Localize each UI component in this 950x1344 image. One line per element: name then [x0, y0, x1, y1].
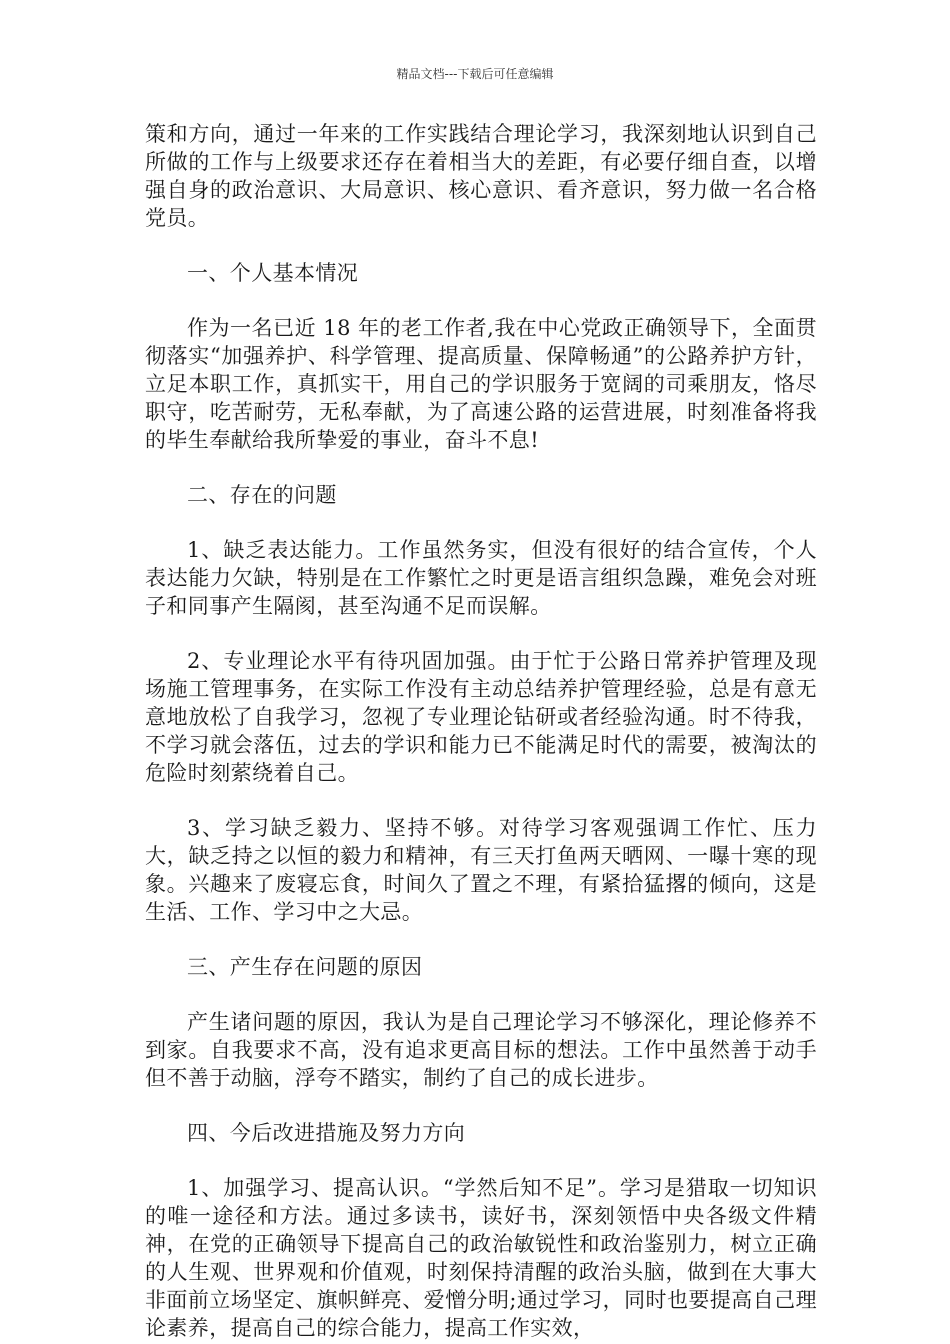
section-heading-problems: 二、存在的问题 [187, 483, 337, 507]
paragraph-problem-3: 3、学习缺乏毅力、坚持不够。对待学习客观强调工作忙、压力大，缺乏持之以恒的毅力和精神，有三天打鱼两天晒网、一曝十寒的现象。兴趣来了废寝忘食，时间久了置之不理，有紧拾猛撂的倾向，这是生活、工作、学习中之大忌。 [145, 816, 817, 924]
section-heading-personal-info: 一、个人基本情况 [187, 261, 359, 285]
paragraph-problem-2: 2、专业理论水平有待巩固加强。由于忙于公路日常养护管理及现场施工管理事务，在实际工作没有主动总结养护管理经验，总是有意无意地放松了自我学习，忽视了专业理论钻研或者经验沟通。时不待我，不学习就会落伍，过去的学识和能力已不能满足时代的需要，被淘汰的危险时刻萦绕着自己。 [145, 649, 817, 785]
section-heading-causes: 三、产生存在问题的原因 [187, 955, 423, 979]
page-header: 精品文档---下载后可任意编辑 [396, 67, 554, 81]
paragraph-causes: 产生诸问题的原因，我认为是自己理论学习不够深化，理论修养不到家。自我要求不高，没有追求更高目标的想法。工作中虽然善于动手但不善于动脑，浮夸不踏实，制约了自己的成长进步。 [145, 1010, 817, 1090]
paragraph-intro-continuation: 策和方向，通过一年来的工作实践结合理论学习，我深刻地认识到自己所做的工作与上级要求还存在着相当大的差距，有必要仔细自查，以增强自身的政治意识、大局意识、核心意识、看齐意识，努力做一名合格党员。 [145, 122, 817, 230]
paragraph-problem-1: 1、缺乏表达能力。工作虽然务实，但没有很好的结合宣传，个人表达能力欠缺，特别是在工作繁忙之时更是语言组织急躁，难免会对班子和同事产生隔阂，甚至沟通不足而误解。 [145, 538, 817, 618]
section-heading-improvements: 四、今后改进措施及努力方向 [187, 1121, 466, 1145]
paragraph-personal-info: 作为一名已近 18 年的老工作者,我在中心党政正确领导下，全面贯彻落实“加强养护、科学管理、提高质量、保障畅通”的公路养护方针，立足本职工作，真抓实干，用自己的学识服务于宽阔的司乘朋友，恪尽职守，吃苦耐劳，无私奉献，为了高速公路的运营进展，时刻准备将我的毕生奉献给我所挚爱的事业，奋斗不息! [145, 316, 817, 452]
document-body [145, 120, 817, 1342]
paragraph-improvement-1: 1、加强学习、提高认识。“学然后知不足”。学习是猎取一切知识的唯一途径和方法。通过多读书，读好书，深刻领悟中央各级文件精神，在党的正确领导下提高自己的政治敏锐性和政治鉴别力，树立正确的人生观、世界观和价值观，时刻保持清醒的政治头脑，做到在大事大非面前立场坚定、旗帜鲜亮、爱憎分明;通过学习，同时也要提高自己理论素养，提高自己的综合能力，提高工作实效， [145, 1176, 817, 1340]
